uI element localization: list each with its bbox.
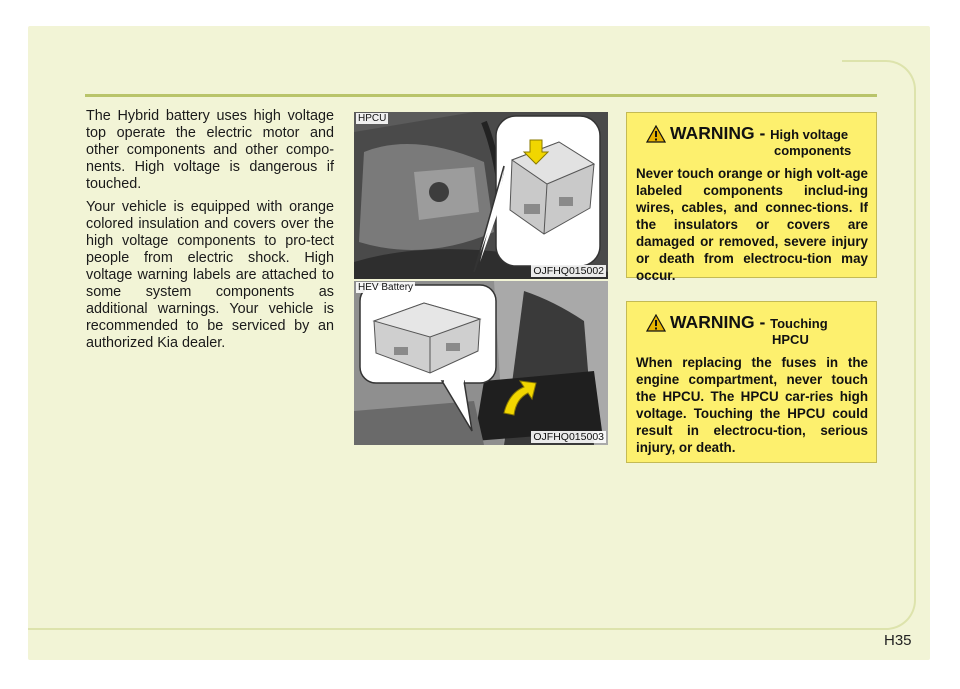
body-text: [86, 108, 334, 358]
warning-subtitle-line2: HPCU: [772, 332, 809, 347]
hpcu-photo: [354, 112, 608, 279]
warning-separator: -: [754, 312, 771, 332]
hev-battery-photo: [354, 281, 608, 445]
figure-hpcu: [354, 112, 608, 279]
bottom-rule: [28, 628, 888, 630]
warning-header: [636, 121, 868, 161]
warning-box-touching-hpcu: [626, 301, 877, 463]
page-number: H35: [884, 632, 912, 649]
warning-subtitle: Touching: [770, 316, 828, 331]
warning-title: [670, 312, 828, 333]
warning-subtitle: High voltage: [770, 127, 849, 142]
figure-label: HEV Battery: [358, 282, 414, 293]
warning-word: WARNING: [670, 123, 755, 143]
warning-title: [670, 123, 848, 144]
body-paragraph: The Hybrid battery uses high voltage top operate the electric motor and other components and other compo-nents. High voltage is dangerous if touched.: [86, 108, 334, 192]
warning-triangle-icon: [646, 125, 666, 143]
figure-label: HPCU: [358, 113, 387, 124]
warning-separator: -: [754, 123, 771, 143]
figure-code: OJFHQ015003: [533, 431, 604, 443]
figure-code: OJFHQ015002: [533, 265, 604, 277]
warning-text: When replacing the fuses in the engine compartment, never touch the HPCU. The HPCU car-ries high voltage. Touching the HPCU could result in electrocu-tion, serious injury, or death.: [636, 355, 868, 455]
warning-text: Never touch orange or high volt-age labeled components includ-ing wires, cables, and connec-tions. If the insulators or covers are damaged or removed, severe injury or death from electrocu-tion may occur.: [636, 166, 868, 283]
warning-subtitle-line2: components: [774, 143, 852, 158]
top-rule: [85, 94, 877, 97]
warning-triangle-icon: [646, 314, 666, 332]
warning-word: WARNING: [670, 312, 755, 332]
body-paragraph: Your vehicle is equipped with orange colored insulation and covers over the high voltage components to pro-tect people from electric shock. High voltage warning labels are attached to some system components as additional warnings. Your vehicle is recommended to be serviced by an authorized Kia dealer.: [86, 199, 334, 351]
warning-box-high-voltage: [626, 112, 877, 283]
figure-hev-battery: [354, 281, 608, 445]
warning-header: [636, 310, 868, 350]
